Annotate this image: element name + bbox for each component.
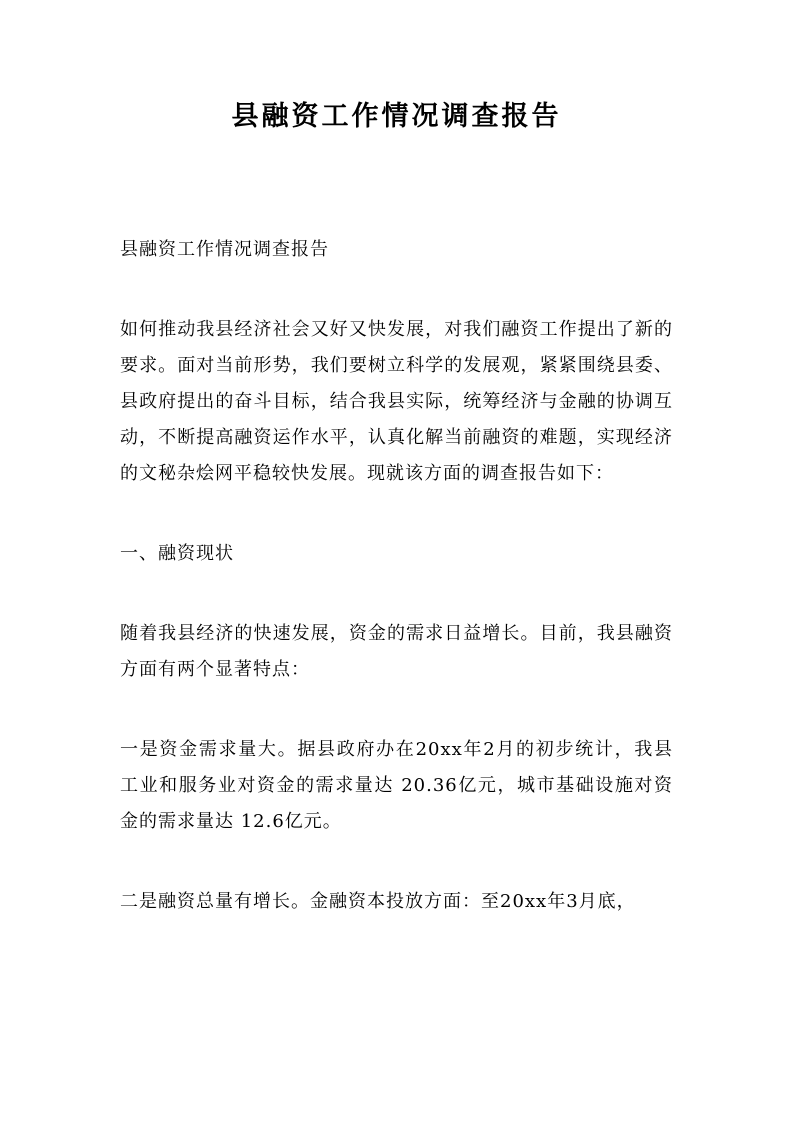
section-intro-paragraph: 随着我县经济的快速发展，资金的需求日益增长。目前，我县融资方面有两个显著特点： bbox=[120, 623, 673, 680]
section-heading-financing-status: 一、融资现状 bbox=[120, 543, 234, 564]
document-title: 县融资工作情况调查报告 bbox=[231, 101, 562, 132]
intro-paragraph: 如何推动我县经济社会又好又快发展，对我们融资工作提出了新的要求。面对当前形势，我们要树立科学的发展观，紧紧围绕县委、县政府提出的奋斗目标，结合我县实际，统筹经济与金融的协调互动，不断提高融资运作水平，认真化解当前融资的难题，实现经济的文秘杂烩网平稳较快发展。现就该方面的调查报告如下： bbox=[120, 319, 673, 484]
point-one-paragraph: 一是资金需求量大。据县政府办在20xx年2月的初步统计，我县工业和服务业对资金的需求量达 20.36亿元，城市基础设施对资金的需求量达 12.6亿元。 bbox=[120, 739, 673, 832]
document-subtitle: 县融资工作情况调查报告 bbox=[120, 239, 329, 260]
point-two-paragraph: 二是融资总量有增长。金融资本投放方面：至20xx年3月底， bbox=[120, 891, 636, 912]
